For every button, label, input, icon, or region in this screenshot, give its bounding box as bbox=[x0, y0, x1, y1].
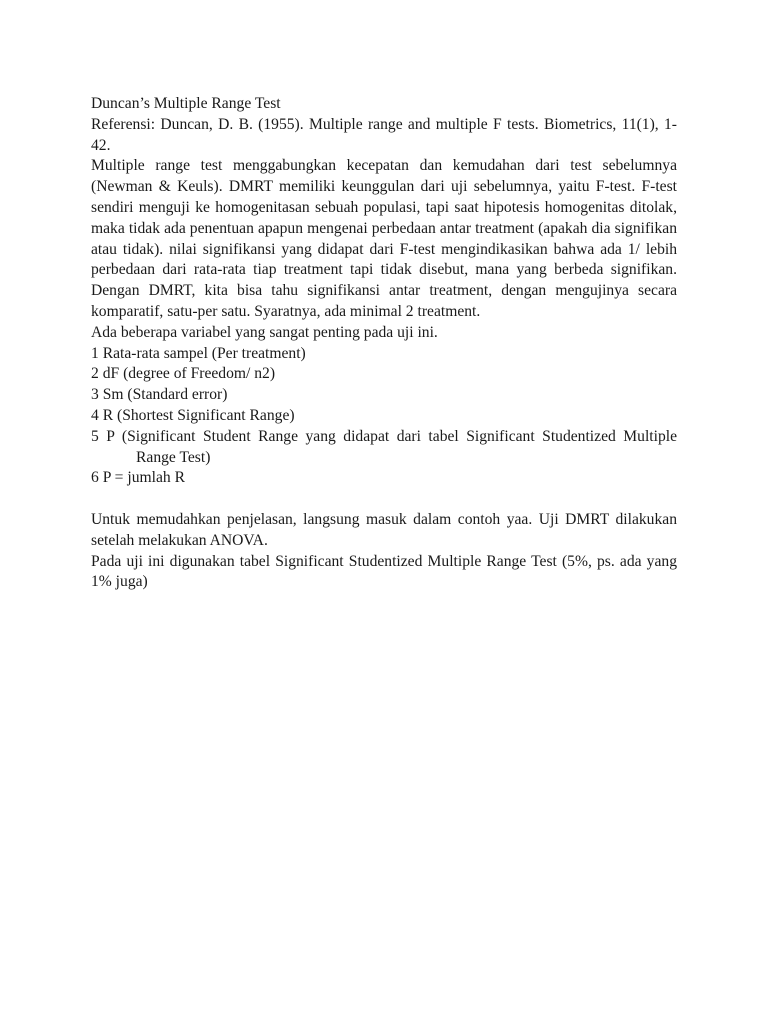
table-paragraph: Pada uji ini digunakan tabel Significant Studentized Multiple Range Test (5%, ps. ada yang 1% juga) bbox=[91, 552, 677, 591]
document-title: Duncan’s Multiple Range Test bbox=[91, 95, 281, 112]
variables-list bbox=[91, 344, 677, 490]
variables-intro: Ada beberapa variabel yang sangat penting pada uji ini. bbox=[91, 323, 438, 341]
variable-item-5: 5 P (Significant Student Range yang didapat dari tabel Significant Studentized Multiple Range Test) bbox=[91, 427, 677, 466]
variable-item-4: 4 R (Shortest Significant Range) bbox=[91, 406, 295, 424]
intro-paragraph: Multiple range test menggabungkan kecepatan dan kemudahan dari test sebelumnya (Newman & Keuls). DMRT memiliki keunggulan dari uji sebelumnya, yaitu F-test. F-test sendiri menguji ke homogenitasan sebuah populasi, tapi saat hipotesis homogenitas ditolak, maka tidak ada penentuan apapun mengenai perbedaan antar treatment (apakah dia signifikan atau tidak). nilai signifikansi yang didapat dari F-test mengindikasikan bahwa ada 1/ lebih perbedaan dari rata-rata tiap treatment tapi tidak disebut, mana yang berbeda signifikan. Dengan DMRT, kita bisa tahu signifikansi antar treatment, dengan mengujinya secara komparatif, satu-per satu. Syaratnya, ada minimal 2 treatment. bbox=[91, 157, 677, 320]
variable-item-1: 1 Rata-rata sampel (Per treatment) bbox=[91, 344, 306, 362]
reference-text: Referensi: Duncan, D. B. (1955). Multiple range and multiple F tests. Biometrics, 11(1), 1-42. bbox=[91, 115, 677, 154]
example-paragraph: Untuk memudahkan penjelasan, langsung masuk dalam contoh yaa. Uji DMRT dilakukan setelah melakukan ANOVA. bbox=[91, 510, 677, 549]
variable-item-2: 2 dF (degree of Freedom/ n2) bbox=[91, 365, 276, 383]
variable-item-3: 3 Sm (Standard error) bbox=[91, 386, 228, 404]
document-page bbox=[91, 94, 677, 593]
variable-item-6: 6 P = jumlah R bbox=[91, 469, 185, 487]
